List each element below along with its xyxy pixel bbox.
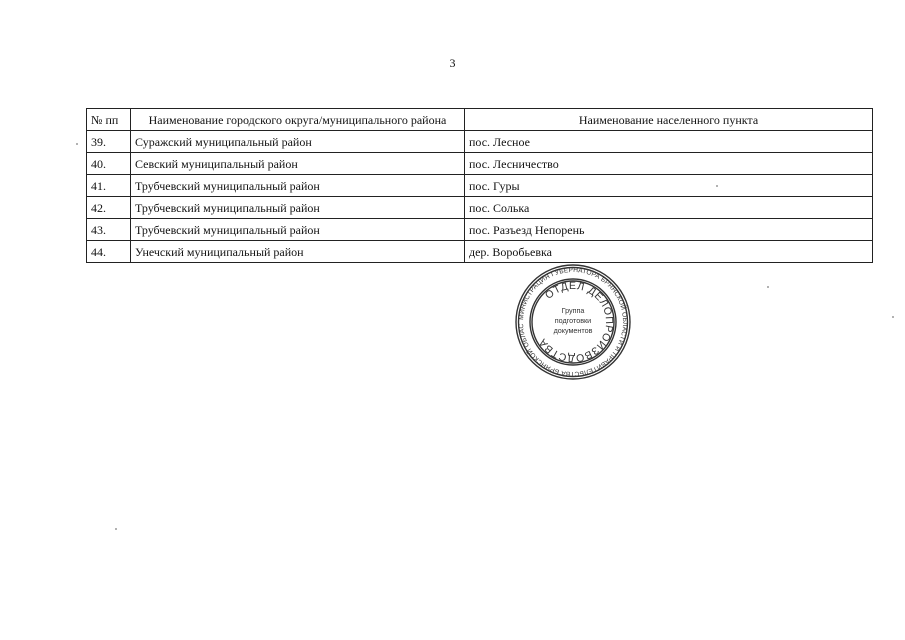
row-district: Трубчевский муниципальный район <box>131 175 465 197</box>
row-locality: дер. Воробьевка <box>465 241 873 263</box>
row-number: 43. <box>87 219 131 241</box>
row-district: Суражский муниципальный район <box>131 131 465 153</box>
table-row <box>87 219 873 241</box>
scan-speck <box>76 143 78 145</box>
table-row <box>87 241 873 263</box>
table-row <box>87 197 873 219</box>
row-locality: пос. Лесничество <box>465 153 873 175</box>
row-locality: пос. Лесное <box>465 131 873 153</box>
row-number: 44. <box>87 241 131 263</box>
table-row <box>87 153 873 175</box>
table-row <box>87 175 873 197</box>
row-district: Унечский муниципальный район <box>131 241 465 263</box>
svg-text:ОТДЕЛ ДЕЛОПРОИЗВОДСТВА: ОТДЕЛ ДЕЛОПРОИЗВОДСТВА <box>536 279 616 365</box>
header-district: Наименование городского округа/муниципального района <box>131 109 465 131</box>
table-header-row <box>87 109 873 131</box>
header-locality: Наименование населенного пункта <box>465 109 873 131</box>
row-number: 39. <box>87 131 131 153</box>
localities-table <box>86 108 873 263</box>
svg-text:документов: документов <box>553 326 593 335</box>
row-locality: пос. Солька <box>465 197 873 219</box>
row-district: Трубчевский муниципальный район <box>131 219 465 241</box>
svg-text:подготовки: подготовки <box>554 316 592 325</box>
scan-speck <box>767 286 769 288</box>
scan-speck <box>115 528 117 530</box>
row-number: 41. <box>87 175 131 197</box>
row-number: 40. <box>87 153 131 175</box>
row-district: Трубчевский муниципальный район <box>131 197 465 219</box>
page-number: 3 <box>449 56 456 70</box>
svg-text:Группа: Группа <box>561 306 585 315</box>
row-locality: пос. Разъезд Непорень <box>465 219 873 241</box>
table-row <box>87 131 873 153</box>
header-number: № пп <box>87 109 131 131</box>
scan-speck <box>716 185 718 187</box>
svg-text:АДМИНИСТРАЦИЯ ГУБЕРНАТОРА БРЯН: МИНИСТРАЦИЯ ГУБЕРНАТОРА БРЯНСКОЙ ОБЛАСТИ И ПРАВИТЕЛЬСТВА БРЯНСКОЙ ОБЛАС <box>517 266 629 378</box>
official-stamp <box>513 262 633 382</box>
scan-speck <box>892 316 894 318</box>
row-locality: пос. Гуры <box>465 175 873 197</box>
row-district: Севский муниципальный район <box>131 153 465 175</box>
stamp-seal-icon <box>513 262 633 382</box>
row-number: 42. <box>87 197 131 219</box>
